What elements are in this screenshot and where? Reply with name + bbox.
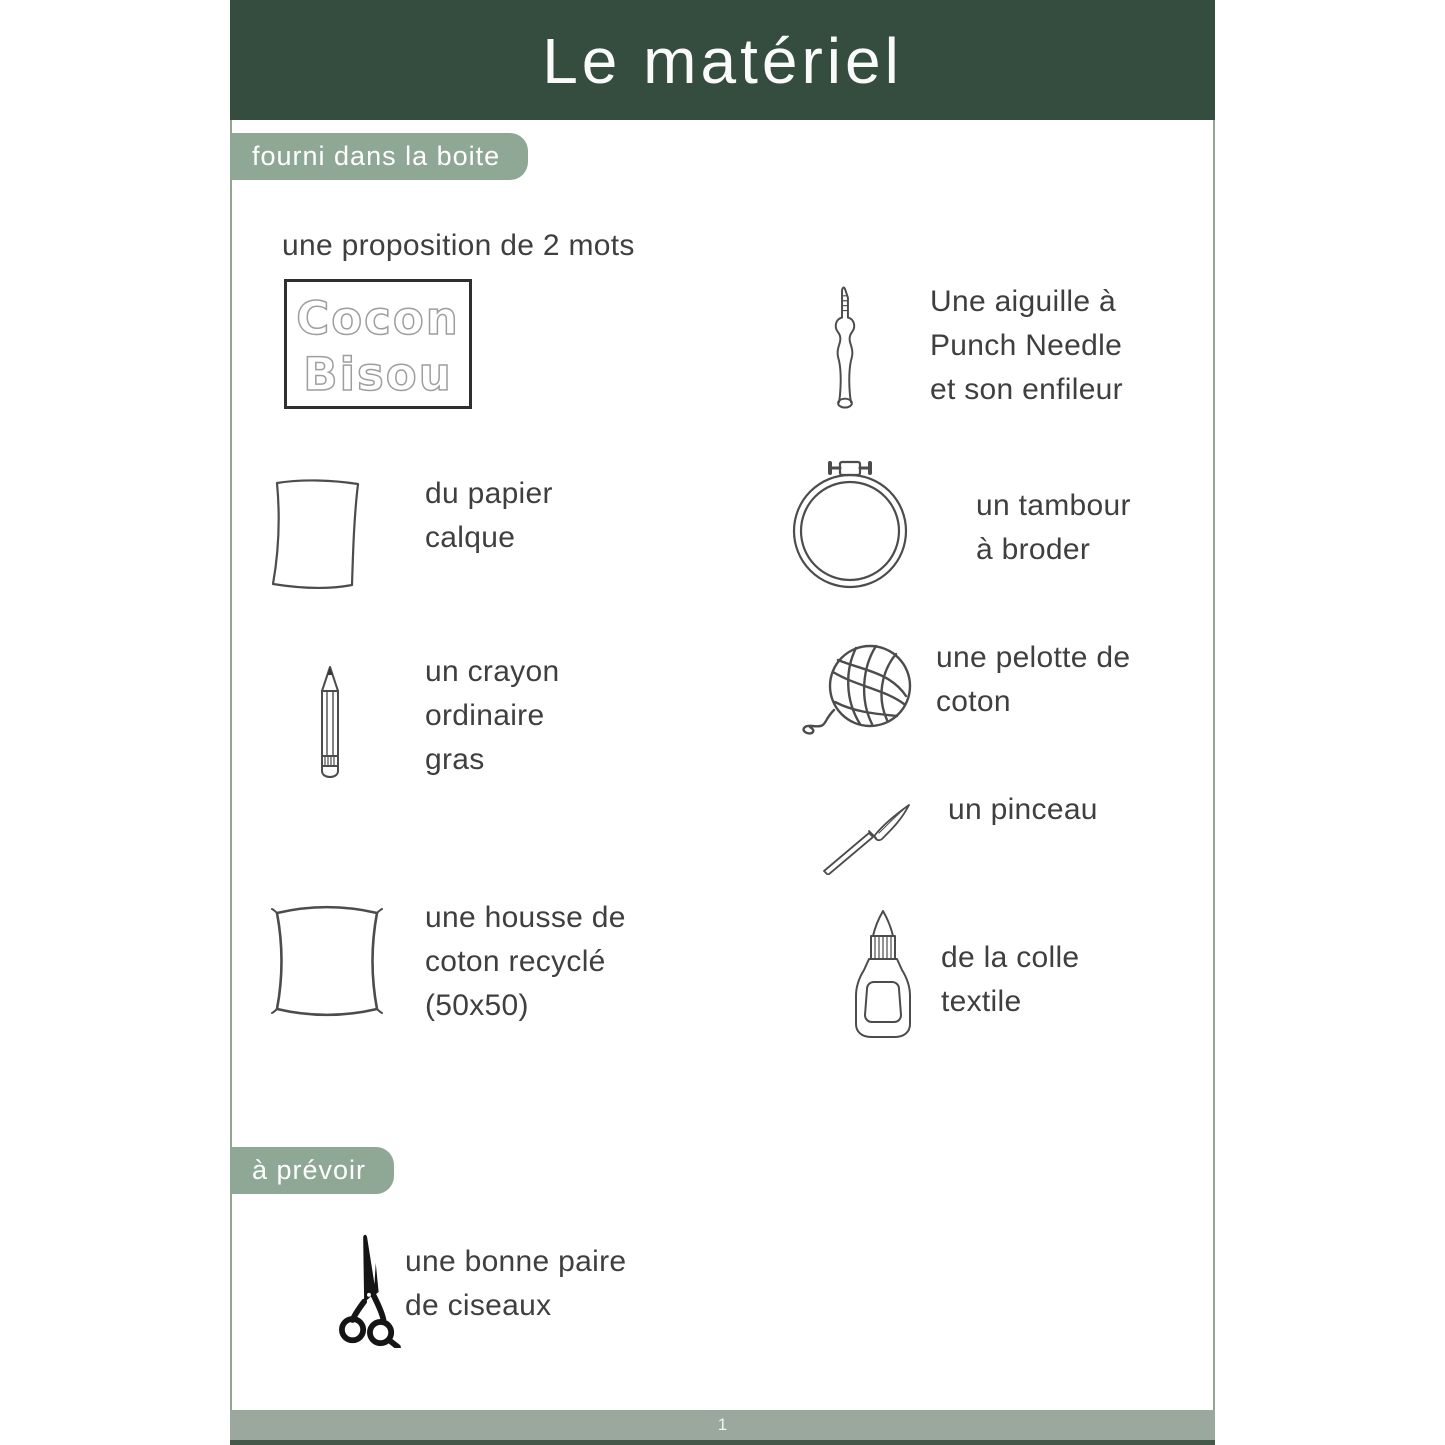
item-label-line: coton recyclé <box>425 945 606 978</box>
outline-word-1: Cocon <box>296 292 460 345</box>
item-pillow <box>425 896 626 1028</box>
punch-needle-icon <box>826 284 862 410</box>
item-label-line: une bonne paire <box>405 1245 627 1278</box>
page-title: Le matériel <box>542 25 903 97</box>
item-label-line: une housse de <box>425 901 626 934</box>
glue-bottle-icon <box>836 906 930 1040</box>
item-hoop <box>976 484 1131 572</box>
item-label-line: de la colle <box>941 941 1080 974</box>
outline-words <box>287 282 469 406</box>
tracing-paper-icon <box>268 477 364 591</box>
item-label-line: (50x50) <box>425 989 529 1022</box>
materials-page <box>230 0 1215 1445</box>
page-header <box>230 0 1215 120</box>
item-label-line: une pelotte de <box>936 641 1131 674</box>
item-label-line: un tambour <box>976 489 1131 522</box>
item-label-line: gras <box>425 743 485 776</box>
section-badge-provided: fourni dans la boite <box>230 133 528 180</box>
item-label-line: un crayon <box>425 655 560 688</box>
paintbrush-icon <box>817 783 919 875</box>
word-proposal-box <box>284 279 472 409</box>
item-yarn <box>936 636 1130 724</box>
yarn-ball-icon <box>798 640 922 738</box>
pillow-cover-icon <box>267 901 387 1021</box>
item-label-line: Une aiguille à <box>930 285 1116 318</box>
page-number: 1 <box>717 1415 728 1434</box>
item-label-line: et son enfileur <box>930 373 1123 406</box>
item-label-line: Punch Needle <box>930 329 1123 362</box>
item-scissors <box>405 1240 626 1328</box>
item-label-line: du papier <box>425 477 553 510</box>
item-label-line: textile <box>941 985 1022 1018</box>
item-brush <box>948 788 1098 832</box>
item-label-line: un pinceau <box>948 793 1098 826</box>
proposition-label: une proposition de 2 mots <box>282 229 635 262</box>
scissors-icon <box>331 1234 405 1348</box>
outline-word-2: Bisou <box>303 348 453 401</box>
item-pencil <box>425 650 559 782</box>
item-paper <box>425 472 553 560</box>
item-label-line: coton <box>936 685 1011 718</box>
item-label-line: à broder <box>976 533 1091 566</box>
footer-accent-line <box>230 1440 1215 1445</box>
item-label-line: ordinaire <box>425 699 545 732</box>
section-badge-to-plan: à prévoir <box>230 1147 394 1194</box>
item-label-line: calque <box>425 521 516 554</box>
item-label-line: de ciseaux <box>405 1289 552 1322</box>
footer-bar <box>230 1410 1215 1440</box>
item-needle <box>930 280 1123 412</box>
item-glue <box>941 936 1079 1024</box>
pencil-icon <box>315 664 345 784</box>
embroidery-hoop-icon <box>788 452 912 592</box>
